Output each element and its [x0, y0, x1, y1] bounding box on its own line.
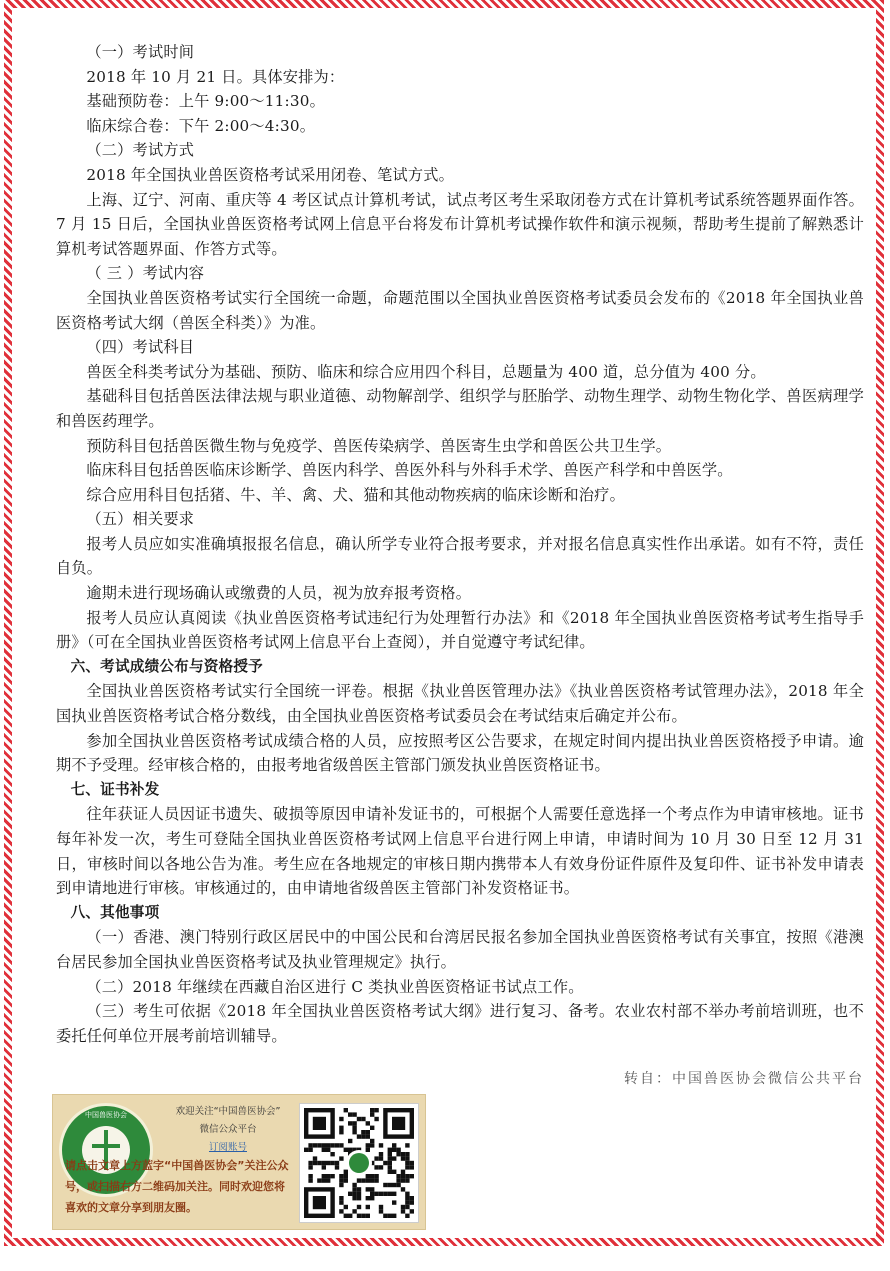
- paragraph: （三）考生可依据《2018 年全国执业兽医资格考试大纲》进行复习、备考。农业农村部不举办考前培训班，也不委托任何单位开展考前培训辅导。: [56, 1002, 864, 1045]
- paragraph: 临床综合卷：下午 2:00～4:30。: [86, 116, 316, 135]
- article-body: [56, 40, 864, 1048]
- paragraph: 2018 年 10 月 21 日。具体安排为：: [86, 67, 345, 86]
- paragraph: 临床科目包括兽医临床诊断学、兽医内科学、兽医外科与外科手术学、兽医产科学和中兽医学。: [86, 461, 733, 480]
- paragraph: 全国执业兽医资格考试实行全国统一评卷。根据《执业兽医管理办法》《执业兽医资格考试管理办法》，2018 年全国执业兽医资格考试合格分数线，由全国执业兽医资格考试委员会在考试结束后确定并公布。: [56, 682, 864, 726]
- subsection-title: （五）相关要求: [86, 510, 195, 529]
- paragraph: 基础科目包括兽医法律法规与职业道德、动物解剖学、组织学与胚胎学、动物生理学、动物生物化学、兽医病理学和兽医药理学。: [56, 387, 864, 430]
- subsection-title: （二）考试方式: [86, 141, 195, 160]
- paragraph: 2018 年全国执业兽医资格考试采用闭卷、笔试方式。: [86, 165, 455, 184]
- banner-follow-text: 欢迎关注“中国兽医协会”: [175, 1106, 281, 1117]
- paragraph: 全国执业兽医资格考试实行全国统一命题，命题范围以全国执业兽医资格考试委员会发布的《2018 年全国执业兽医资格考试大纲（兽医全科类）》为准。: [56, 288, 864, 332]
- qr-code-icon[interactable]: [299, 1103, 419, 1223]
- banner-instruction: 请点击文章上方蓝字“中国兽医协会”关注公众号，或扫描右方二维码加关注。同时欢迎您将喜欢的文章分享到朋友圈。: [65, 1159, 289, 1214]
- subsection-title: （四）考试科目: [86, 338, 195, 357]
- paragraph: （一）香港、澳门特别行政区居民中的中国公民和台湾居民报名参加全国执业兽医资格考试有关事宜，按照《港澳台居民参加全国执业兽医资格考试及执业管理规定》执行。: [56, 928, 864, 971]
- subscribe-link[interactable]: 订阅账号: [208, 1142, 247, 1153]
- paragraph: 参加全国执业兽医资格考试成绩合格的人员，应按照考区公告要求，在规定时间内提出执业兽医资格授予申请。逾期不予受理。经审核合格的，由报考地省级兽医主管部门颁发执业兽医资格证书。: [56, 731, 864, 775]
- logo-seal-text: 中国兽医协会: [85, 1111, 127, 1119]
- paragraph: 报考人员应如实准确填报报名信息，确认所学专业符合报考要求，并对报名信息真实性作出承诺。如有不符，责任自负。: [56, 534, 864, 578]
- section-heading: 六、考试成绩公布与资格授予: [70, 657, 263, 675]
- paragraph: （二）2018 年继续在西藏自治区进行 C 类执业兽医资格证书试点工作。: [86, 977, 584, 996]
- repost-source: 转自：中国兽医协会微信公共平台: [624, 1071, 864, 1087]
- subsection-title: （ 三 ）考试内容: [86, 264, 205, 283]
- paragraph: 基础预防卷：上午 9:00～11:30。: [86, 92, 325, 111]
- section-heading: 八、其他事项: [70, 903, 160, 921]
- subsection-title: （一）考试时间: [86, 43, 195, 61]
- paragraph: 报考人员应认真阅读《执业兽医资格考试违纪行为处理暂行办法》和《2018 年全国执业兽医资格考试考生指导手册》（可在全国执业兽医资格考试网上信息平台上查阅），并自觉遵守考试纪律。: [56, 608, 864, 652]
- paragraph: 往年获证人员因证书遗失、破损等原因申请补发证书的，可根据个人需要任意选择一个考点作为申请审核地。证书每年补发一次，考生可登陆全国执业兽医资格考试网上信息平台进行网上申请，申请时间为 10 月 30 日至 12 月 31 日，审核时间以各地公告为准。考生应在各地规定的审核日期内携带本人有效身份证件原件及复印件、证书补发申请表到申请地进行审核。审核通过的，由申请地省级兽医主管部门补发资格证书。: [56, 805, 864, 898]
- section-heading: 七、证书补发: [70, 780, 160, 798]
- wechat-follow-banner[interactable]: [52, 1094, 426, 1230]
- paragraph: 预防科目包括兽医微生物与免疫学、兽医传染病学、兽医寄生虫学和兽医公共卫生学。: [86, 436, 672, 455]
- banner-platform-text: 微信公众平台: [199, 1124, 257, 1135]
- paragraph: 逾期未进行现场确认或缴费的人员，视为放弃报考资格。: [86, 584, 472, 603]
- paragraph: 上海、辽宁、河南、重庆等 4 考区试点计算机考试，试点考区考生采取闭卷方式在计算机考试系统答题界面作答。7 月 15 日后，全国执业兽医资格考试网上信息平台将发布计算机考试操作软件和演示视频，帮助考生提前了解熟悉计算机考试答题界面、作答方式等。: [56, 190, 864, 258]
- paragraph: 兽医全科类考试分为基础、预防、临床和综合应用四个科目，总题量为 400 道，总分值为 400 分。: [86, 362, 766, 381]
- paragraph: 综合应用科目包括猪、牛、羊、禽、犬、猫和其他动物疾病的临床诊断和治疗。: [86, 485, 625, 504]
